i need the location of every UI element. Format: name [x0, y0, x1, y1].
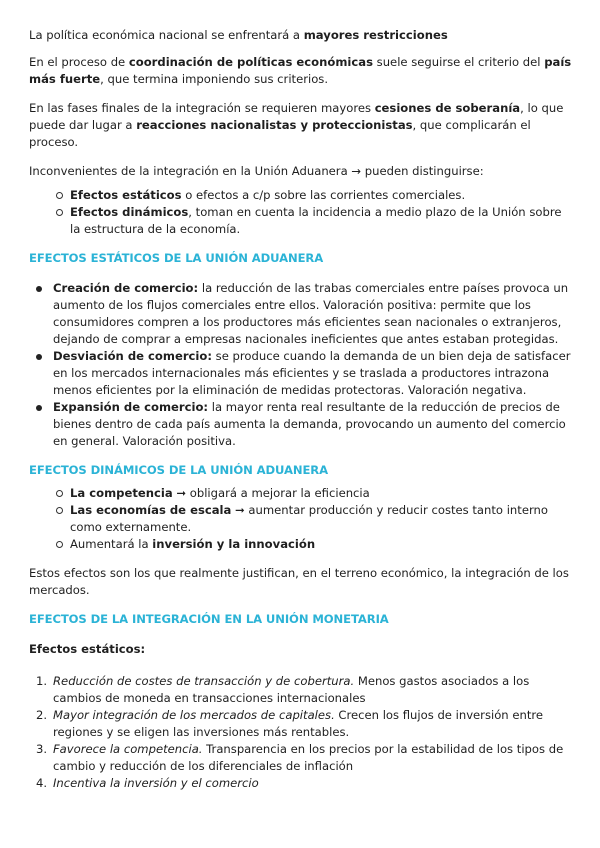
list-item: 2. Mayor integración de los mercados de capitales. Crecen los flujos de inversión entre regiones y se eligen las inversiones más rentables.	[36, 708, 544, 739]
paragraph-restricciones: La política económica nacional se enfrentará a mayores restricciones	[29, 28, 448, 42]
disc-bullet-icon	[36, 354, 42, 360]
list-item: Efectos estáticos o efectos a c/p sobre las corrientes comerciales.	[29, 187, 574, 204]
monetaria-list	[29, 673, 574, 792]
disc-bullet-icon	[36, 286, 42, 292]
inconvenientes-list	[29, 187, 574, 238]
list-item: Creación de comercio: la reducción de las trabas comerciales entre países provoca un aumento de los flujos comerciales entre ellos. Valoración positiva: permite que los consumidores compren a los productores más eficientes sean nacionales o extranjeros, dejando de comprar a empresas nacionales ineficientes que antes estaban protegidas.	[29, 280, 574, 348]
circle-bullet-icon	[56, 507, 63, 514]
dinamicos-list	[29, 485, 574, 553]
paragraph-coordinacion: En el proceso de coordinación de políticas económicas suele seguirse el criterio del país más fuerte, que termina imponiendo sus criterios.	[29, 55, 572, 86]
list-item: La competencia ➞ obligará a mejorar la eficiencia	[29, 485, 574, 502]
list-item: 4. Incentiva la inversión y el comercio	[36, 776, 259, 790]
list-item: Expansión de comercio: la mayor renta real resultante de la reducción de precios de bienes dentro de cada país aumenta la demanda, provocando un aumento del comercio en general. Valoración positiva.	[29, 399, 574, 450]
circle-bullet-icon	[56, 209, 63, 216]
document-page	[29, 27, 574, 792]
list-item: Las economías de escala ➞ aumentar producción y reducir costes tanto interno como externamente.	[29, 502, 574, 536]
list-item: 1. Reducción de costes de transacción y de cobertura. Menos gastos asociados a los cambios de moneda en transacciones internacionales	[36, 674, 530, 705]
paragraph-soberania: En las fases finales de la integración se requieren mayores cesiones de soberanía, lo que puede dar lugar a reacciones nacionalistas y proteccionistas, que complicarán el proceso.	[29, 101, 564, 149]
circle-bullet-icon	[56, 541, 63, 548]
subheading-efectos-estaticos: Efectos estáticos:	[29, 642, 146, 656]
disc-bullet-icon	[36, 405, 42, 411]
list-item: Efectos dinámicos, toman en cuenta la incidencia a medio plazo de la Unión sobre la estructura de la economía.	[29, 204, 574, 238]
section-heading-monetaria: EFECTOS DE LA INTEGRACIÓN EN LA UNIÓN MONETARIA	[29, 612, 389, 626]
paragraph-inconvenientes: Inconvenientes de la integración en la Unión Aduanera → pueden distinguirse:	[29, 164, 484, 178]
list-item: Aumentará la inversión y la innovación	[29, 536, 574, 553]
estaticos-list	[29, 280, 574, 450]
section-heading-estaticos: EFECTOS ESTÁTICOS DE LA UNIÓN ADUANERA	[29, 251, 324, 265]
list-item: 3. Favorece la competencia. Transparencia en los precios por la estabilidad de los tipos de cambio y reducción de los diferenciales de inflación	[36, 742, 564, 773]
list-item: Desviación de comercio: se produce cuando la demanda de un bien deja de satisfacer en los mercados internacionales más eficientes y se traslada a productores intrazona menos eficientes por la eliminación de medidas protectoras. Valoración negativa.	[29, 348, 574, 399]
section-heading-dinamicos: EFECTOS DINÁMICOS DE LA UNIÓN ADUANERA	[29, 463, 328, 477]
circle-bullet-icon	[56, 192, 63, 199]
paragraph-justifican: Estos efectos son los que realmente justifican, en el terreno económico, la integración de los mercados.	[29, 566, 569, 597]
circle-bullet-icon	[56, 490, 63, 497]
